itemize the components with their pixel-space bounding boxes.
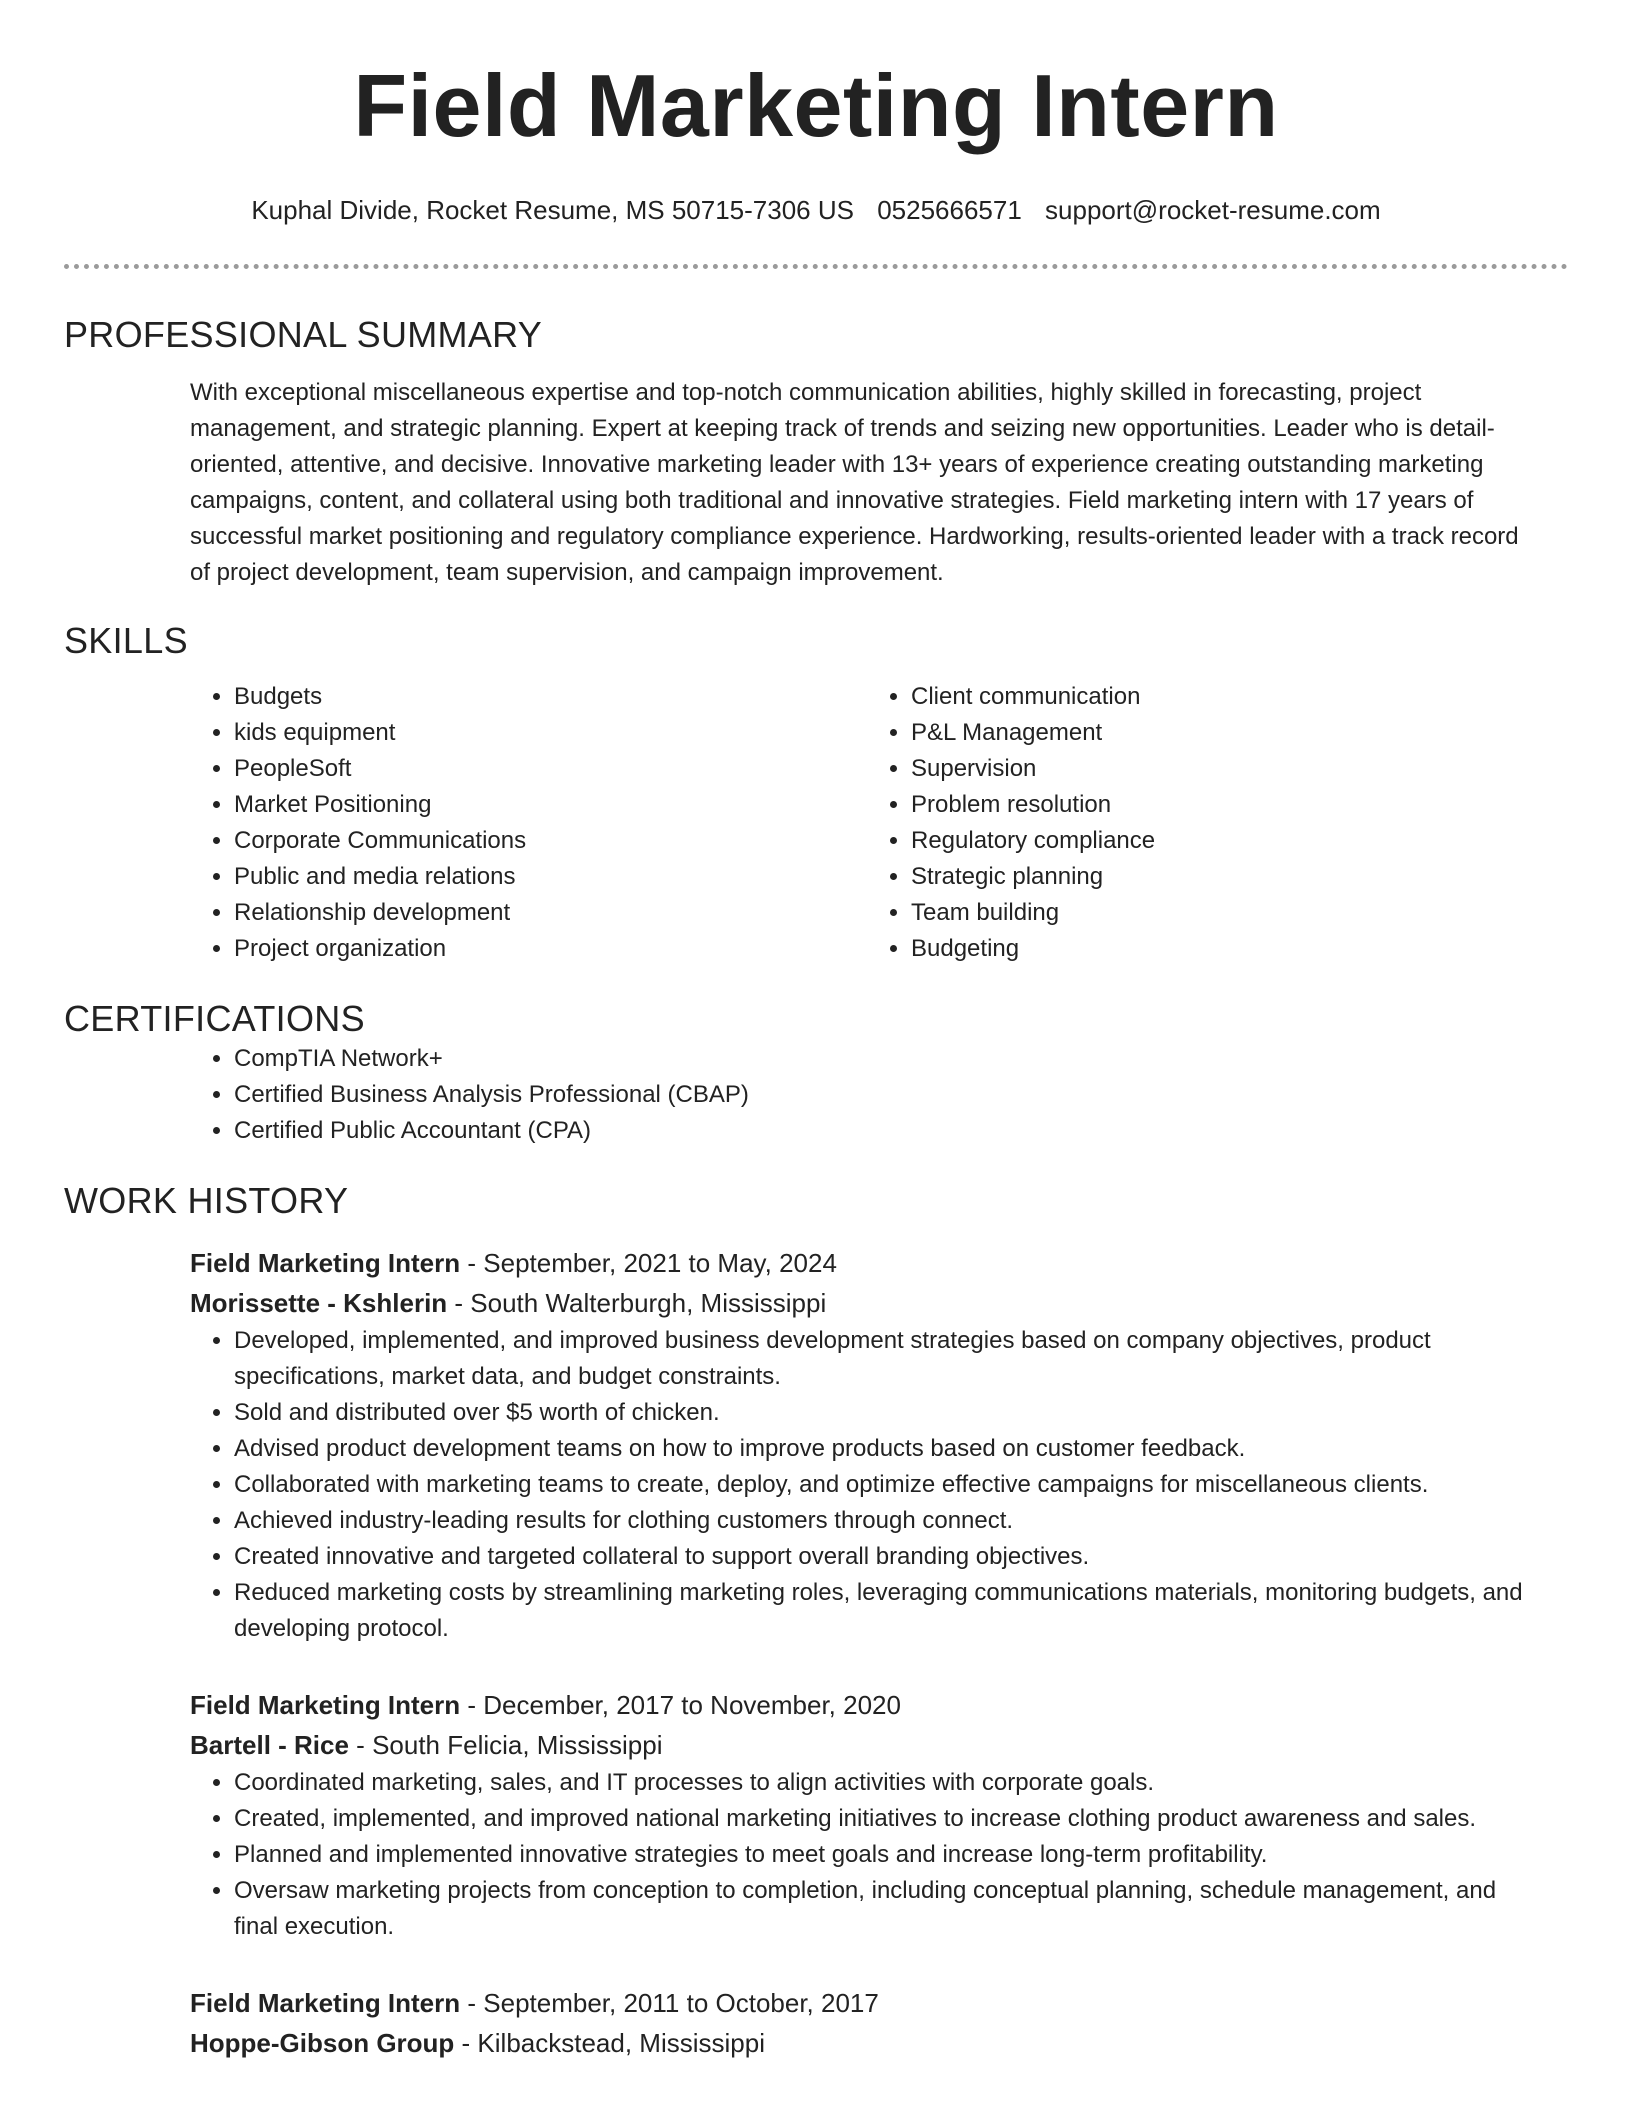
separator: - [460,1248,484,1278]
contact-email: support@rocket-resume.com [1045,195,1381,225]
certification-item: • CompTIA Network+ [234,1041,1544,1077]
job-title: Field Marketing Intern [190,1988,461,2018]
skills-list-left [190,679,867,967]
skill-item: • Budgets [234,679,867,715]
work-history-section [64,1149,1568,2063]
job-entry [190,1983,1544,2063]
separator: - [460,1690,484,1720]
job-duty: • Achieved industry-leading results for clothing customers through connect. [234,1503,1544,1539]
job-duty: • Advised product development teams on how to improve products based on customer feedback. [234,1431,1544,1467]
skill-item: • Strategic planning [911,859,1544,895]
job-entry [190,1685,1544,1945]
job-duty: • Collaborated with marketing teams to create, deploy, and optimize effective campaigns for miscellaneous clients. [234,1467,1544,1503]
job-company: Hoppe-Gibson Group [190,2028,455,2058]
skill-item: • Team building [911,895,1544,931]
job-duty: • Developed, implemented, and improved business development strategies based on company objectives, product specifications, market data, and budget constraints. [234,1323,1544,1395]
skill-item: • P&L Management [911,715,1544,751]
job-dates: September, 2011 to October, 2017 [483,1988,879,2018]
job-entry [190,1243,1544,1647]
skills-section [64,591,1568,967]
job-location: Kilbackstead, Mississippi [477,2028,765,2058]
skills-grid [190,679,1544,967]
skill-item: • Client communication [911,679,1544,715]
separator: - [348,1730,373,1760]
certification-item: • Certified Business Analysis Professional (CBAP) [234,1077,1544,1113]
skills-heading: SKILLS [64,620,188,661]
resume-header [0,0,1632,226]
contact-line [0,194,1632,226]
job-location: South Walterburgh, Mississippi [470,1288,827,1318]
certifications-heading: CERTIFICATIONS [64,998,365,1039]
job-duty: • Sold and distributed over $5 worth of chicken. [234,1395,1544,1431]
skill-item: • Problem resolution [911,787,1544,823]
job-duty: • Planned and implemented innovative strategies to meet goals and increase long-term profitability. [234,1837,1544,1873]
job-duty: • Created innovative and targeted collateral to support overall branding objectives. [234,1539,1544,1575]
job-company-line [190,1283,1544,1323]
skill-item: • Corporate Communications [234,823,867,859]
job-dates: September, 2021 to May, 2024 [483,1248,837,1278]
summary-section [64,269,1568,591]
skill-item: • Public and media relations [234,859,867,895]
job-company: Bartell - Rice [190,1730,349,1760]
summary-heading: PROFESSIONAL SUMMARY [64,314,543,355]
job-title-line [190,1983,1544,2023]
certifications-list [190,1041,1544,1149]
skill-item: • Regulatory compliance [911,823,1544,859]
job-duties-list [190,1765,1544,1945]
job-title-line [190,1243,1544,1283]
skill-item: • Market Positioning [234,787,867,823]
job-duty: • Created, implemented, and improved national marketing initiatives to increase clothing product awareness and sales. [234,1801,1544,1837]
candidate-name: Field Marketing Intern [353,56,1279,155]
job-duty: • Reduced marketing costs by streamlining marketing roles, leveraging communications materials, monitoring budgets, and developing protocol. [234,1575,1544,1647]
skills-list-right [867,679,1544,967]
job-dates: December, 2017 to November, 2020 [483,1690,901,1720]
certification-item: • Certified Public Accountant (CPA) [234,1113,1544,1149]
certifications-section [64,967,1568,1149]
skill-item: • Budgeting [911,931,1544,967]
separator: - [454,2028,478,2058]
skill-item: • kids equipment [234,715,867,751]
skill-item: • PeopleSoft [234,751,867,787]
skill-item: • Relationship development [234,895,867,931]
job-company-line [190,1725,1544,1765]
job-title: Field Marketing Intern [190,1248,461,1278]
contact-phone: 0525666571 [877,195,1022,225]
job-company-line [190,2023,1544,2063]
separator: - [460,1988,484,2018]
contact-address: Kuphal Divide, Rocket Resume, MS 50715-7306 US [251,195,854,225]
job-title-line [190,1685,1544,1725]
job-location: South Felicia, Mississippi [372,1730,663,1760]
job-title: Field Marketing Intern [190,1690,461,1720]
job-company: Morissette - Kshlerin [190,1288,448,1318]
summary-text: With exceptional miscellaneous expertise and top-notch communication abilities, highly skilled in forecasting, project management, and strategic planning. Expert at keeping track of trends and seizing new opportunities. Leader who is detail-oriented, attentive, and decisive. Innovative marketing leader with 13+ years of experience creating outstanding marketing campaigns, content, and collateral using both traditional and innovative strategies. Field marketing intern with 17 years of successful market positioning and regulatory compliance experience. Hardworking, results-oriented leader with a track record of project development, team supervision, and campaign improvement. [190,379,1519,586]
job-duty: • Oversaw marketing projects from conception to completion, including conceptual planning, schedule management, and final execution. [234,1873,1544,1945]
job-duty: • Coordinated marketing, sales, and IT processes to align activities with corporate goals. [234,1765,1544,1801]
skill-item: • Project organization [234,931,867,967]
work-history-heading: WORK HISTORY [64,1180,349,1221]
job-duties-list [190,1323,1544,1647]
separator: - [447,1288,471,1318]
skill-item: • Supervision [911,751,1544,787]
